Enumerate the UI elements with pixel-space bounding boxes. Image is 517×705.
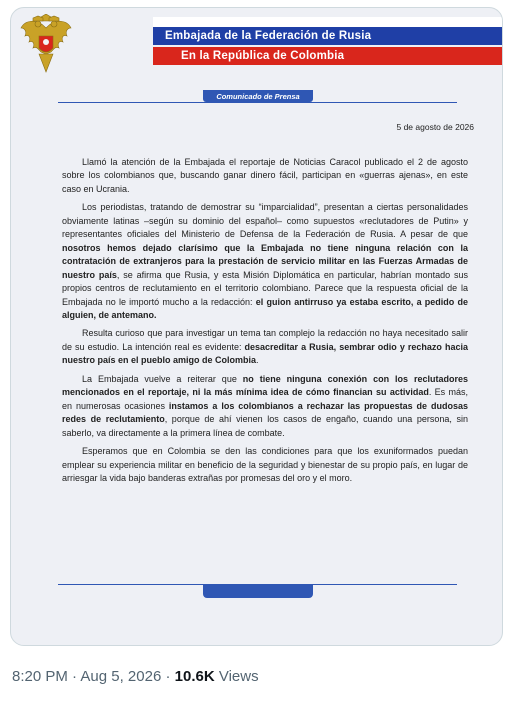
separator: · (161, 668, 175, 685)
press-release-label (203, 90, 313, 102)
tweet-metadata (12, 668, 259, 685)
body-paragraph (62, 373, 468, 440)
letterhead-blue-band (153, 27, 503, 45)
press-release-label-text: Comunicado de Prensa (216, 91, 300, 101)
emphasis-text: instamos a los colombianos a rechazar las propuestas de dudosas redes de reclutamiento (62, 400, 469, 425)
embassy-name: Embajada de la Federación de Rusia (165, 30, 372, 42)
russian-coat-of-arms-icon (19, 14, 73, 76)
paragraph-text: , se afirma que Rusia, y esta Misión Diplomática en particular, habrían montado sus propios centros de reclutamiento en el territorio colombiano. Parece que la respuesta oficial de la Embajada no le importó mucho a la redacción: (62, 269, 469, 307)
emphasis-text: no tiene ninguna conexión con los reclutadores mencionados en el reportaje, ni la más mínima idea de cómo financian su actividad (62, 373, 468, 398)
body-paragraph (62, 201, 468, 322)
separator: · (67, 668, 81, 685)
header-divider (58, 102, 457, 103)
press-release-document (11, 8, 503, 646)
views-label: Views (214, 668, 259, 685)
embassy-location: En la República de Colombia (181, 50, 345, 62)
document-date: 5 de agosto de 2026 (396, 122, 474, 132)
footer-tab (203, 585, 313, 598)
tweet-media-card[interactable] (10, 7, 503, 646)
paragraph-text: Los periodistas, tratando de demostrar su “imparcialidad”, presentan a ciertas personalidades obviamente latinas –según su dominio del español– como supuestos «reclutadores de Putin» y representantes oficiales del Ministerio de Defensa de la Federación de Rusia. A pesar de que (62, 202, 468, 240)
document-body (62, 156, 468, 490)
tweet-time[interactable]: 8:20 PM (12, 668, 68, 685)
body-paragraph (62, 327, 468, 367)
paragraph-text: , porque de ahí vienen los casos de engaño, cuando una persona, sin saberlo, va directamente a la primera línea de combate. (62, 414, 468, 438)
emphasis-text: desacreditar a Rusia, sembrar odio y rechazo hacia nuestro país en el pueblo amigo de Colombia (62, 341, 468, 366)
letterhead-red-band (153, 47, 503, 65)
body-paragraph (62, 445, 468, 485)
paragraph-text: . Es más, en numerosas ocasiones (62, 387, 469, 411)
paragraph-text: La Embajada vuelve a reiterar que (82, 373, 243, 384)
emphasis-text: el guion antirruso ya estaba escrito, a pedido de alguien, de antemano. (62, 296, 468, 320)
paragraph-text: Resulta curioso que para investigar un tema tan complejo la redacción no haya necesitado salir de su estudio. La intención real es evidente: (62, 328, 468, 352)
body-paragraph (62, 156, 468, 196)
paragraph-text: . (256, 355, 259, 366)
paragraph-text: Llamó la atención de la Embajada el reportaje de Noticias Caracol publicado el 2 de agosto sobre los colombianos que, buscando ganar dinero fácil, participan en «guerras ajenas», en este caso en Ucrania. (62, 157, 468, 194)
emphasis-text: nosotros hemos dejado clarísimo que la Embajada no tiene ninguna relación con la contratación de extranjeros para la prestación de servicio militar en las Fuerzas Armadas de nuestro país (62, 242, 468, 280)
view-count[interactable]: 10.6K (174, 668, 215, 685)
flag-white-stripe (153, 17, 503, 27)
tweet-date[interactable]: Aug 5, 2026 (80, 668, 162, 685)
paragraph-text: Esperamos que en Colombia se den las condiciones para que los exuniformados puedan emplear su experiencia militar en beneficio de la seguridad y bienestar de su propio país, en lugar de arriesgar la vida bajo banderas extrañas por promesas del oro y el moro. (62, 446, 468, 483)
